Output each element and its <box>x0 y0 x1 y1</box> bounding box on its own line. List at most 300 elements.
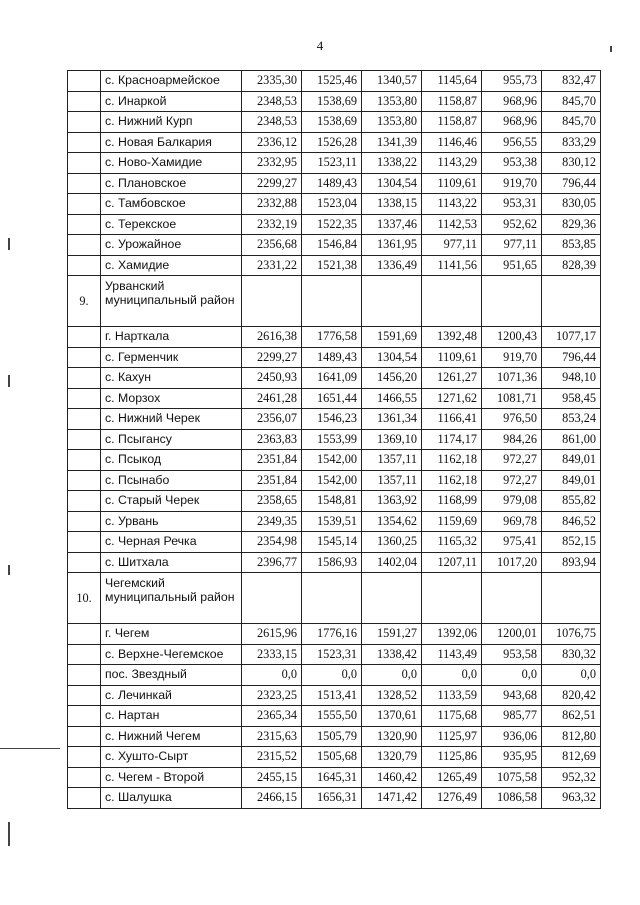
value-cell-4: 1168,99 <box>422 491 482 512</box>
value-cell-5: 936,06 <box>482 726 542 747</box>
value-cell-4: 1271,62 <box>422 388 482 409</box>
value-cell-2: 1545,14 <box>302 532 362 553</box>
value-cell-4: 1265,49 <box>422 767 482 788</box>
settlement-name-cell: с. Псыкод <box>101 450 242 471</box>
scan-mark <box>8 238 10 250</box>
value-cell-4 <box>422 573 482 624</box>
value-cell-1: 2356,07 <box>242 409 302 430</box>
value-cell-5: 0,0 <box>482 665 542 686</box>
value-cell-6: 830,05 <box>542 194 601 215</box>
table-row <box>68 685 601 706</box>
value-cell-2: 1645,31 <box>302 767 362 788</box>
settlement-name-cell: с. Черная Речка <box>101 532 242 553</box>
value-cell-6: 796,44 <box>542 347 601 368</box>
row-number-cell <box>68 173 101 194</box>
row-number-cell <box>68 706 101 727</box>
value-cell-4: 1175,68 <box>422 706 482 727</box>
value-cell-6: 812,69 <box>542 747 601 768</box>
table-row <box>68 91 601 112</box>
value-cell-4: 1392,06 <box>422 624 482 645</box>
value-cell-1: 2450,93 <box>242 368 302 389</box>
value-cell-6: 1077,17 <box>542 327 601 348</box>
value-cell-4: 1159,69 <box>422 511 482 532</box>
value-cell-6: 853,85 <box>542 235 601 256</box>
row-number-cell <box>68 429 101 450</box>
value-cell-6: 829,36 <box>542 214 601 235</box>
value-cell-6: 952,32 <box>542 767 601 788</box>
settlement-name-cell: с. Лечинкай <box>101 685 242 706</box>
table-row <box>68 624 601 645</box>
row-number-cell <box>68 71 101 92</box>
value-cell-5: 1075,58 <box>482 767 542 788</box>
district-name-cell: Чегемский муниципальный район <box>101 573 242 624</box>
value-cell-3: 1340,57 <box>362 71 422 92</box>
value-cell-6: 820,42 <box>542 685 601 706</box>
district-name-cell: Урванский муниципальный район <box>101 276 242 327</box>
row-number-cell <box>68 194 101 215</box>
table-row <box>68 368 601 389</box>
row-number-cell <box>68 214 101 235</box>
settlement-name-cell: с. Новая Балкария <box>101 132 242 153</box>
settlement-name-cell: с. Инаркой <box>101 91 242 112</box>
table-row <box>68 747 601 768</box>
row-number-cell <box>68 347 101 368</box>
value-cell-3: 1353,80 <box>362 112 422 133</box>
settlement-name-cell: с. Урожайное <box>101 235 242 256</box>
value-cell-4: 0,0 <box>422 665 482 686</box>
settlement-name-cell: с. Хамидие <box>101 255 242 276</box>
value-cell-4: 1125,86 <box>422 747 482 768</box>
value-cell-3: 1304,54 <box>362 347 422 368</box>
value-cell-1: 2615,96 <box>242 624 302 645</box>
settlement-name-cell: с. Старый Черек <box>101 491 242 512</box>
row-number-cell <box>68 532 101 553</box>
row-number-cell <box>68 726 101 747</box>
value-cell-5: 984,26 <box>482 429 542 450</box>
value-cell-2: 1505,68 <box>302 747 362 768</box>
value-cell-4: 1143,49 <box>422 644 482 665</box>
value-cell-5: 956,55 <box>482 132 542 153</box>
settlement-name-cell: с. Нижний Черек <box>101 409 242 430</box>
value-cell-4: 1142,53 <box>422 214 482 235</box>
district-header-row <box>68 276 601 327</box>
value-cell-6: 796,44 <box>542 173 601 194</box>
scan-mark <box>8 375 10 387</box>
scan-mark <box>610 46 612 52</box>
value-cell-5: 919,70 <box>482 347 542 368</box>
settlement-name-cell: с. Нижний Курп <box>101 112 242 133</box>
value-cell-4: 1165,32 <box>422 532 482 553</box>
tariff-table <box>67 70 601 809</box>
value-cell-4: 1145,64 <box>422 71 482 92</box>
value-cell-3: 1361,95 <box>362 235 422 256</box>
value-cell-1: 2333,15 <box>242 644 302 665</box>
table-row <box>68 532 601 553</box>
settlement-name-cell: с. Кахун <box>101 368 242 389</box>
value-cell-2: 1651,44 <box>302 388 362 409</box>
value-cell-3: 1354,62 <box>362 511 422 532</box>
table-row <box>68 726 601 747</box>
value-cell-6: 0,0 <box>542 665 601 686</box>
value-cell-3: 1338,15 <box>362 194 422 215</box>
value-cell-3: 1466,55 <box>362 388 422 409</box>
row-number-cell <box>68 470 101 491</box>
value-cell-3: 1361,34 <box>362 409 422 430</box>
value-cell-1 <box>242 573 302 624</box>
value-cell-3: 1591,27 <box>362 624 422 645</box>
table-body <box>68 71 601 809</box>
value-cell-6: 948,10 <box>542 368 601 389</box>
settlement-name-cell: с. Плановское <box>101 173 242 194</box>
value-cell-2: 1776,58 <box>302 327 362 348</box>
value-cell-2: 1656,31 <box>302 788 362 809</box>
settlement-name-cell: с. Красноармейское <box>101 71 242 92</box>
value-cell-1: 2461,28 <box>242 388 302 409</box>
value-cell-6: 845,70 <box>542 112 601 133</box>
table-row <box>68 112 601 133</box>
value-cell-2: 1505,79 <box>302 726 362 747</box>
table-row <box>68 214 601 235</box>
value-cell-3: 1363,92 <box>362 491 422 512</box>
settlement-name-cell: с. Псыгансу <box>101 429 242 450</box>
value-cell-2: 1546,84 <box>302 235 362 256</box>
value-cell-2: 1521,38 <box>302 255 362 276</box>
table-row <box>68 255 601 276</box>
table-row <box>68 173 601 194</box>
row-number-cell <box>68 235 101 256</box>
page-number: 4 <box>316 38 324 53</box>
value-cell-1: 2299,27 <box>242 347 302 368</box>
value-cell-5: 972,27 <box>482 450 542 471</box>
table-row <box>68 511 601 532</box>
value-cell-6: 853,24 <box>542 409 601 430</box>
row-number-cell <box>68 552 101 573</box>
value-cell-6: 849,01 <box>542 470 601 491</box>
value-cell-2: 1542,00 <box>302 450 362 471</box>
value-cell-3: 1337,46 <box>362 214 422 235</box>
value-cell-6: 833,29 <box>542 132 601 153</box>
table-row <box>68 327 601 348</box>
value-cell-3: 1456,20 <box>362 368 422 389</box>
value-cell-1: 2616,38 <box>242 327 302 348</box>
table-row <box>68 347 601 368</box>
value-cell-2: 1526,28 <box>302 132 362 153</box>
row-number-cell <box>68 665 101 686</box>
value-cell-3: 1353,80 <box>362 91 422 112</box>
value-cell-2: 1555,50 <box>302 706 362 727</box>
value-cell-5: 953,58 <box>482 644 542 665</box>
value-cell-5: 985,77 <box>482 706 542 727</box>
value-cell-6: 852,15 <box>542 532 601 553</box>
scan-mark <box>8 565 10 575</box>
value-cell-3: 1320,90 <box>362 726 422 747</box>
value-cell-5 <box>482 276 542 327</box>
settlement-name-cell: г. Нарткала <box>101 327 242 348</box>
value-cell-2: 1523,11 <box>302 153 362 174</box>
value-cell-6: 958,45 <box>542 388 601 409</box>
value-cell-5: 951,65 <box>482 255 542 276</box>
value-cell-3: 1471,42 <box>362 788 422 809</box>
value-cell-6: 812,80 <box>542 726 601 747</box>
value-cell-4: 1261,27 <box>422 368 482 389</box>
value-cell-2: 1523,04 <box>302 194 362 215</box>
value-cell-3: 1402,04 <box>362 552 422 573</box>
value-cell-1: 2348,53 <box>242 91 302 112</box>
value-cell-1: 2323,25 <box>242 685 302 706</box>
value-cell-4: 1109,61 <box>422 347 482 368</box>
value-cell-5: 968,96 <box>482 112 542 133</box>
value-cell-1: 2315,52 <box>242 747 302 768</box>
settlement-name-cell: с. Морзох <box>101 388 242 409</box>
value-cell-3: 1341,39 <box>362 132 422 153</box>
value-cell-2: 0,0 <box>302 665 362 686</box>
value-cell-3: 0,0 <box>362 665 422 686</box>
settlement-name-cell: с. Терекское <box>101 214 242 235</box>
value-cell-5: 935,95 <box>482 747 542 768</box>
value-cell-2: 1546,23 <box>302 409 362 430</box>
row-number-cell <box>68 788 101 809</box>
row-number-cell <box>68 112 101 133</box>
value-cell-4: 1162,18 <box>422 470 482 491</box>
row-number-cell <box>68 409 101 430</box>
value-cell-3: 1369,10 <box>362 429 422 450</box>
value-cell-5: 919,70 <box>482 173 542 194</box>
settlement-name-cell: г. Чегем <box>101 624 242 645</box>
value-cell-1: 2348,53 <box>242 112 302 133</box>
value-cell-3 <box>362 276 422 327</box>
value-cell-2: 1776,16 <box>302 624 362 645</box>
value-cell-2: 1542,00 <box>302 470 362 491</box>
value-cell-6: 846,52 <box>542 511 601 532</box>
value-cell-5: 953,31 <box>482 194 542 215</box>
value-cell-6: 830,32 <box>542 644 601 665</box>
settlement-name-cell: с. Герменчик <box>101 347 242 368</box>
value-cell-4: 1207,11 <box>422 552 482 573</box>
value-cell-1: 2335,30 <box>242 71 302 92</box>
row-number-cell <box>68 644 101 665</box>
row-number-cell <box>68 624 101 645</box>
value-cell-2: 1522,35 <box>302 214 362 235</box>
value-cell-5: 955,73 <box>482 71 542 92</box>
value-cell-2: 1553,99 <box>302 429 362 450</box>
value-cell-4: 1158,87 <box>422 91 482 112</box>
value-cell-6: 855,82 <box>542 491 601 512</box>
value-cell-2: 1525,46 <box>302 71 362 92</box>
table-row <box>68 644 601 665</box>
value-cell-2: 1523,31 <box>302 644 362 665</box>
value-cell-3: 1591,69 <box>362 327 422 348</box>
value-cell-4: 1158,87 <box>422 112 482 133</box>
table-row <box>68 788 601 809</box>
value-cell-4 <box>422 276 482 327</box>
scan-mark <box>8 822 10 846</box>
value-cell-6: 862,51 <box>542 706 601 727</box>
value-cell-5: 976,50 <box>482 409 542 430</box>
value-cell-5 <box>482 573 542 624</box>
value-cell-2: 1538,69 <box>302 91 362 112</box>
value-cell-2: 1513,41 <box>302 685 362 706</box>
district-header-row <box>68 573 601 624</box>
table-row <box>68 491 601 512</box>
settlement-name-cell: с. Чегем - Второй <box>101 767 242 788</box>
table-row <box>68 552 601 573</box>
value-cell-1: 2455,15 <box>242 767 302 788</box>
value-cell-1: 2365,34 <box>242 706 302 727</box>
value-cell-6: 963,32 <box>542 788 601 809</box>
settlement-name-cell: с. Хушто-Сырт <box>101 747 242 768</box>
value-cell-1: 0,0 <box>242 665 302 686</box>
row-number-cell <box>68 747 101 768</box>
value-cell-4: 1174,17 <box>422 429 482 450</box>
table-row <box>68 706 601 727</box>
row-number-cell <box>68 153 101 174</box>
value-cell-5: 1086,58 <box>482 788 542 809</box>
value-cell-2: 1539,51 <box>302 511 362 532</box>
value-cell-1: 2363,83 <box>242 429 302 450</box>
value-cell-4: 1133,59 <box>422 685 482 706</box>
value-cell-5: 975,41 <box>482 532 542 553</box>
value-cell-3 <box>362 573 422 624</box>
table-row <box>68 388 601 409</box>
value-cell-2: 1586,93 <box>302 552 362 573</box>
value-cell-2: 1641,09 <box>302 368 362 389</box>
value-cell-3: 1357,11 <box>362 450 422 471</box>
value-cell-4: 1276,49 <box>422 788 482 809</box>
value-cell-6: 861,00 <box>542 429 601 450</box>
value-cell-5: 1071,36 <box>482 368 542 389</box>
value-cell-4: 1125,97 <box>422 726 482 747</box>
value-cell-3: 1360,25 <box>362 532 422 553</box>
value-cell-4: 1146,46 <box>422 132 482 153</box>
value-cell-5: 972,27 <box>482 470 542 491</box>
table-row <box>68 153 601 174</box>
value-cell-5: 968,96 <box>482 91 542 112</box>
settlement-name-cell: с. Урвань <box>101 511 242 532</box>
scan-mark <box>0 748 60 749</box>
value-cell-2 <box>302 276 362 327</box>
value-cell-6: 1076,75 <box>542 624 601 645</box>
value-cell-4: 1166,41 <box>422 409 482 430</box>
table-row <box>68 429 601 450</box>
value-cell-5: 969,78 <box>482 511 542 532</box>
settlement-name-cell: с. Верхне-Чегемское <box>101 644 242 665</box>
value-cell-1: 2332,95 <box>242 153 302 174</box>
value-cell-1: 2358,65 <box>242 491 302 512</box>
settlement-name-cell: с. Псынабо <box>101 470 242 491</box>
settlement-name-cell: с. Шитхала <box>101 552 242 573</box>
settlement-name-cell: пос. Звездный <box>101 665 242 686</box>
value-cell-1: 2466,15 <box>242 788 302 809</box>
value-cell-1: 2349,35 <box>242 511 302 532</box>
value-cell-5: 1200,01 <box>482 624 542 645</box>
value-cell-1: 2351,84 <box>242 450 302 471</box>
value-cell-1: 2315,63 <box>242 726 302 747</box>
table-row <box>68 194 601 215</box>
value-cell-2: 1538,69 <box>302 112 362 133</box>
value-cell-6: 832,47 <box>542 71 601 92</box>
value-cell-1: 2396,77 <box>242 552 302 573</box>
row-number-cell <box>68 91 101 112</box>
row-number-cell <box>68 511 101 532</box>
settlement-name-cell: с. Шалушка <box>101 788 242 809</box>
value-cell-1: 2331,22 <box>242 255 302 276</box>
value-cell-2: 1548,81 <box>302 491 362 512</box>
row-number-cell <box>68 132 101 153</box>
value-cell-3: 1338,42 <box>362 644 422 665</box>
value-cell-1: 2351,84 <box>242 470 302 491</box>
value-cell-4: 1141,56 <box>422 255 482 276</box>
value-cell-5: 953,38 <box>482 153 542 174</box>
row-number-cell <box>68 388 101 409</box>
value-cell-3: 1304,54 <box>362 173 422 194</box>
value-cell-3: 1460,42 <box>362 767 422 788</box>
value-cell-6 <box>542 573 601 624</box>
table-row <box>68 450 601 471</box>
row-number-cell <box>68 767 101 788</box>
value-cell-6: 849,01 <box>542 450 601 471</box>
table-row <box>68 409 601 430</box>
value-cell-2: 1489,43 <box>302 347 362 368</box>
table-row <box>68 470 601 491</box>
value-cell-5: 1017,20 <box>482 552 542 573</box>
table-row <box>68 767 601 788</box>
value-cell-3: 1336,49 <box>362 255 422 276</box>
value-cell-5: 943,68 <box>482 685 542 706</box>
value-cell-6: 893,94 <box>542 552 601 573</box>
value-cell-1: 2336,12 <box>242 132 302 153</box>
row-number-cell: 10. <box>68 573 101 624</box>
settlement-name-cell: с. Нартан <box>101 706 242 727</box>
value-cell-4: 1143,22 <box>422 194 482 215</box>
value-cell-2 <box>302 573 362 624</box>
value-cell-1: 2354,98 <box>242 532 302 553</box>
table-row <box>68 132 601 153</box>
value-cell-5: 1200,43 <box>482 327 542 348</box>
value-cell-3: 1357,11 <box>362 470 422 491</box>
value-cell-1 <box>242 276 302 327</box>
value-cell-6: 830,12 <box>542 153 601 174</box>
value-cell-1: 2299,27 <box>242 173 302 194</box>
settlement-name-cell: с. Ново-Хамидие <box>101 153 242 174</box>
value-cell-4: 1109,61 <box>422 173 482 194</box>
value-cell-4: 977,11 <box>422 235 482 256</box>
value-cell-3: 1328,52 <box>362 685 422 706</box>
settlement-name-cell: с. Тамбовское <box>101 194 242 215</box>
table-row <box>68 665 601 686</box>
value-cell-5: 979,08 <box>482 491 542 512</box>
value-cell-3: 1320,79 <box>362 747 422 768</box>
row-number-cell <box>68 255 101 276</box>
value-cell-6: 845,70 <box>542 91 601 112</box>
value-cell-3: 1338,22 <box>362 153 422 174</box>
value-cell-1: 2332,19 <box>242 214 302 235</box>
row-number-cell <box>68 368 101 389</box>
value-cell-1: 2332,88 <box>242 194 302 215</box>
value-cell-4: 1143,29 <box>422 153 482 174</box>
settlement-name-cell: с. Нижний Чегем <box>101 726 242 747</box>
table-row <box>68 71 601 92</box>
value-cell-1: 2356,68 <box>242 235 302 256</box>
value-cell-4: 1392,48 <box>422 327 482 348</box>
table-row <box>68 235 601 256</box>
value-cell-2: 1489,43 <box>302 173 362 194</box>
value-cell-5: 952,62 <box>482 214 542 235</box>
value-cell-5: 977,11 <box>482 235 542 256</box>
value-cell-6 <box>542 276 601 327</box>
value-cell-5: 1081,71 <box>482 388 542 409</box>
value-cell-6: 828,39 <box>542 255 601 276</box>
row-number-cell <box>68 327 101 348</box>
